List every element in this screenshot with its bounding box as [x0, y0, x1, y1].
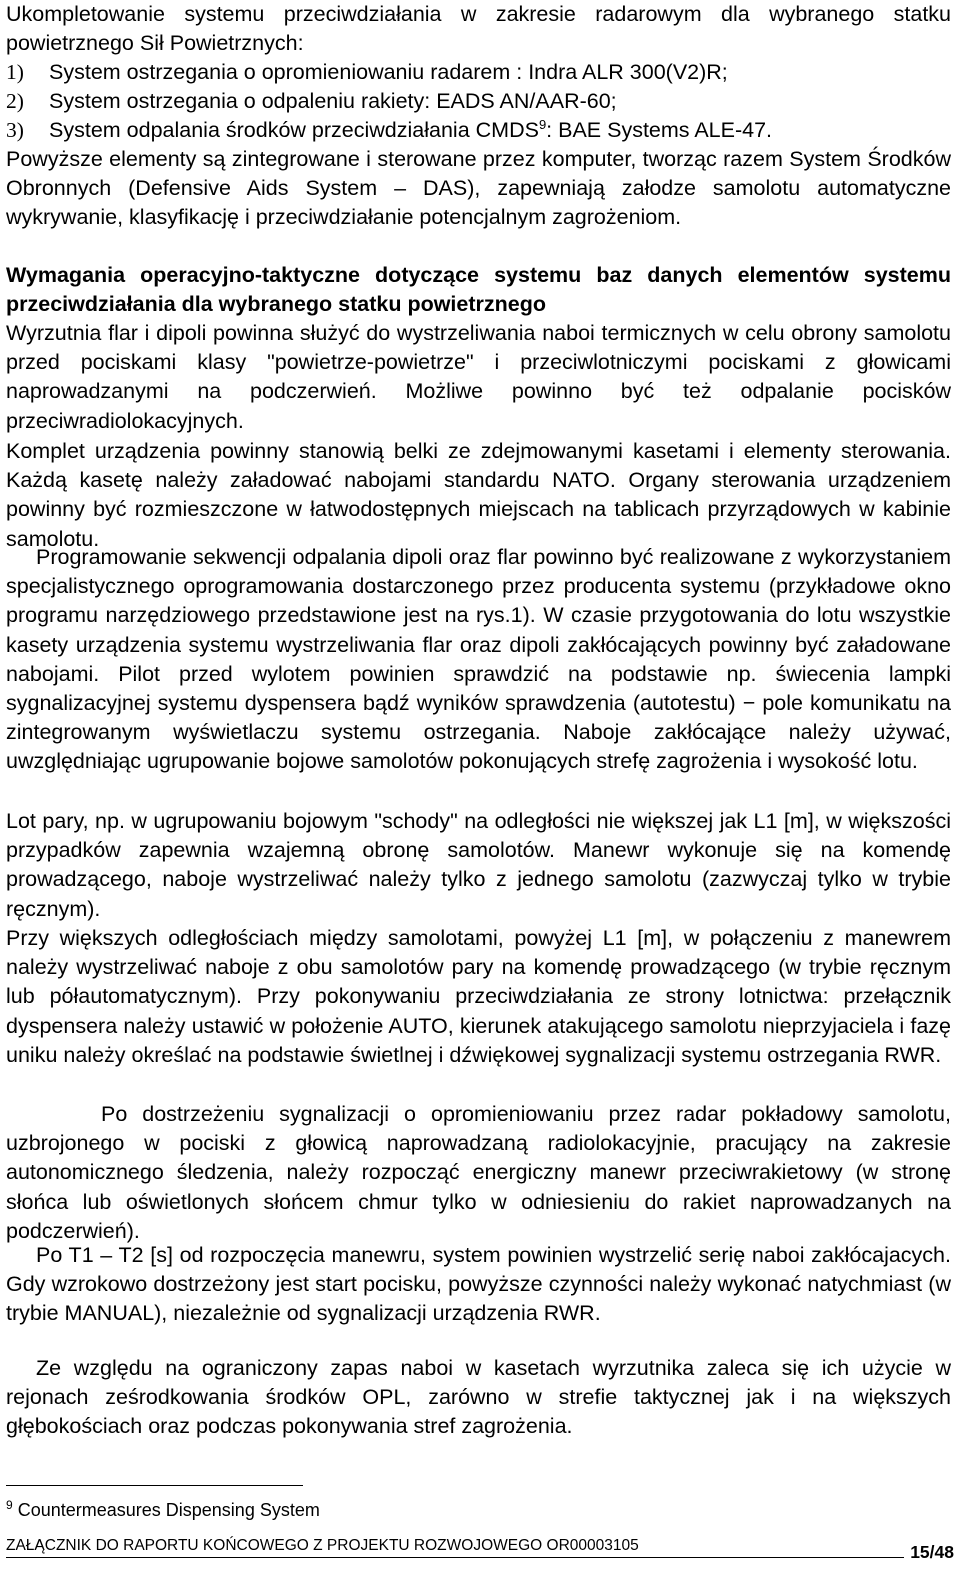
paragraph-4: Lot pary, np. w ugrupowaniu bojowym "schody" na odległości nie większej jak L1 [m], w większości przypadków zapewnia wzajemną obronę samolotów. Manewr wykonuje się na komendę prowadzącego, naboje wystrzeliwać należy tylko z jednego samolotu (zazwyczaj tylko w trybie ręcznym). — [6, 809, 951, 921]
paragraph-2: Komplet urządzenia powinny stanowią belki ze zdejmowanymi kasetami i elementy sterowania. Każdą kasetę należy załadować nabojami standardu NATO. Organy sterowania urządzeniem powinny być rozmieszczone w łatwodostępnych miejscach na tablicach przyrządowych w kabinie samolotu. — [6, 439, 951, 551]
paragraph-7: Po T1 – T2 [s] od rozpoczęcia manewru, system powinien wystrzelić serię naboi zakłócajacych. Gdy wzrokowo dostrzeżony jest start pocisku, powyższe czynności należy wykonać natychmiast (w trybie MANUAL), niezależnie od sygnalizacji urządzenia RWR. — [6, 1243, 951, 1326]
list-number: 1) — [6, 60, 24, 84]
list-item-3 — [6, 116, 951, 145]
footnote-separator — [6, 1485, 303, 1486]
footnote-reference: 9 — [538, 116, 547, 132]
paragraph-5: Przy większych odległościach między samolotami, powyżej L1 [m], w połączeniu z manewrem należy wystrzeliwać naboje z obu samolotów pary na komendę prowadzącego (w trybie ręcznym lub półautomatycznym). Przy pokonywaniu przeciwdziałania ze strony lotnictwa: przełącznik dyspensera należy ustawić w położenie AUTO, kierunek atakującego samolotu nieprzyjaciela i fazę uniku należy określać na podstawie świetlnej i dźwiękowej sygnalizacji systemu ostrzegania RWR. — [6, 926, 951, 1067]
list-number: 2) — [6, 89, 24, 113]
footnote-number: 9 — [6, 1498, 13, 1512]
paragraph-3: Programowanie sekwencji odpalania dipoli oraz flar powinno być realizowane z wykorzystaniem specjalistycznego oprogramowania dostarczonego przez producenta systemu (przykładowe okno programu narzędziowego przedstawione jest na rys.1). W czasie przygotowania do lotu wszystkie kasety urządzenia systemu wystrzeliwania flar oraz dipoli zakłócających powinny być załadowane nabojami. Pilot przed wylotem powinien sprawdzić na podstawie np. świecenia lampki sygnalizacyjnej systemu dyspensera bądź wyników sprawdzenia (autotestu) − pole komunikatu na zintegrowanym wyświetlaczu systemu ostrzegania. Naboje zakłócające należy używać, uwzględniając ugrupowanie bojowe samolotów pokonujących strefę zagrożenia i wysokość lotu. — [6, 545, 951, 774]
intro-paragraph: Ukompletowanie systemu przeciwdziałania w zakresie radarowym dla wybranego statku powietrznego Sił Powietrznych: — [6, 2, 951, 56]
section-heading: Wymagania operacyjno-taktyczne dotyczące systemu baz danych elementów systemu przeciwdziałania dla wybranego statku powietrznego — [6, 263, 951, 317]
list-item-2 — [6, 87, 951, 116]
paragraph-1: Wyrzutnia flar i dipoli powinna służyć do wystrzeliwania naboi termicznych w celu obrony samolotu przed pociskami klasy "powietrze-powietrze" i przeciwlotniczymi pociskami z głowicami naprowadzanymi na podczerwień. Możliwe powinno być też odpalanie pocisków przeciwradiolokacyjnych. — [6, 321, 951, 433]
paragraph-6: Po dostrzeżeniu sygnalizacji o opromieniowaniu przez radar pokładowy samolotu, uzbrojonego w pociski z głowicą naprowadzaną radiolokacyjnie, pracujący na zakresie autonomicznego śledzenia, należy rozpocząć energiczny manewr przeciwrakietowy (w stronę słońca lub oświetlonych słońcem chmur tylko w odniesieniu do rakiet naprowadzanych na podczerwień). — [6, 1102, 951, 1243]
page-number: 15/48 — [910, 1542, 954, 1562]
footer-text: ZAŁĄCZNIK DO RAPORTU KOŃCOWEGO Z PROJEKTU ROZWOJOWEGO OR00003105 — [6, 1537, 639, 1554]
list-text: System ostrzegania o odpaleniu rakiety: EADS AN/AAR-60; — [49, 89, 617, 113]
page-footer — [6, 1536, 954, 1562]
list-item-1 — [6, 58, 951, 87]
intro-continuation: Powyższe elementy są zintegrowane i sterowane przez komputer, tworząc razem System Środków Obronnych (Defensive Aids System – DAS), zapewniają załodze samolotu automatyczne wykrywanie, klasyfikację i przeciwdziałanie potencjalnym zagrożeniom. — [6, 147, 951, 230]
footer-rule — [6, 1557, 904, 1558]
list-number: 3) — [6, 118, 24, 142]
list-text: System ostrzegania o opromieniowaniu radarem : Indra ALR 300(V2)R; — [49, 60, 728, 84]
paragraph-8: Ze względu na ograniczony zapas naboi w kasetach wyrzutnika zaleca się ich użycie w rejonach ześrodkowania środków OPL, zarówno w strefie taktycznej jak i na większych głębokościach oraz podczas pokonywania stref zagrożenia. — [6, 1356, 951, 1439]
footnote — [6, 1499, 320, 1521]
list-text-after: : BAE Systems ALE-47. — [546, 118, 773, 142]
footnote-text: Countermeasures Dispensing System — [17, 1500, 320, 1520]
list-text: System odpalania środków przeciwdziałania CMDS — [49, 118, 539, 142]
